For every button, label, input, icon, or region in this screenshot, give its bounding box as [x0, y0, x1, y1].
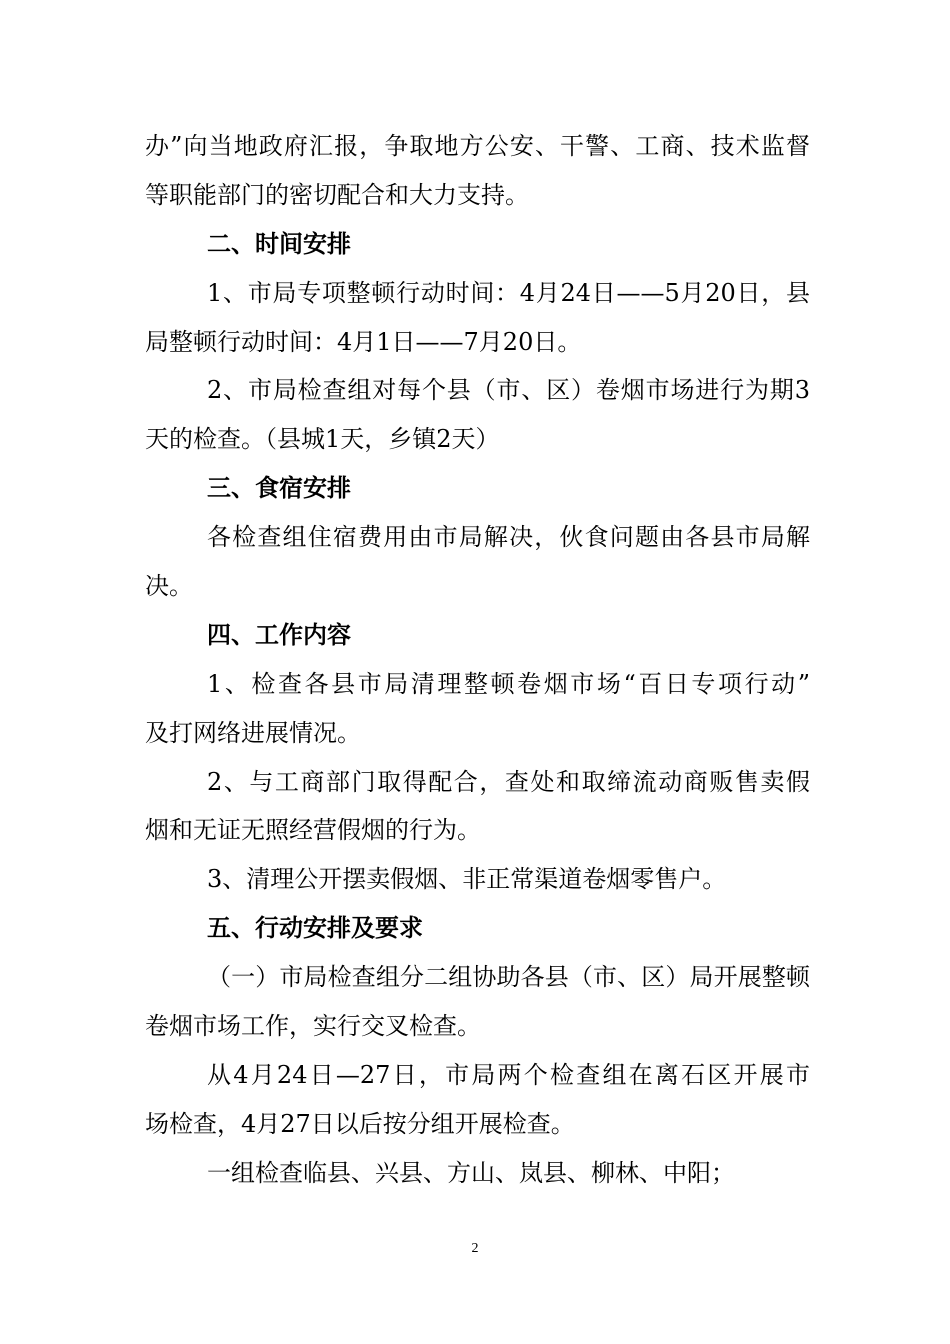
document-body: [145, 122, 810, 1198]
section-heading-action-plan: 五、行动安排及要求: [207, 913, 423, 943]
paragraph-line: （一）市局检查组分二组协助各县（市、区）局开展整顿: [207, 963, 810, 992]
paragraph-line: 决。: [145, 572, 193, 601]
paragraph-line: 场检查，4月27日以后按分组开展检查。: [145, 1109, 575, 1138]
paragraph-line: 从4月24日—27日，市局两个检查组在离石区开展市: [207, 1060, 810, 1089]
paragraph-line: 天的检查。（县城1天，乡镇2天）: [145, 425, 500, 454]
paragraph-line: 各检查组住宿费用由市局解决，伙食问题由各县市局解: [207, 523, 810, 552]
paragraph-line: 等职能部门的密切配合和大力支持。: [145, 180, 529, 209]
paragraph-line: 办”向当地政府汇报，争取地方公安、干警、工商、技术监督: [145, 132, 810, 160]
paragraph-line: 2、与工商部门取得配合，查处和取缔流动商贩售卖假: [207, 767, 810, 796]
page-number: 2: [471, 1241, 479, 1256]
paragraph-line: 局整顿行动时间：4月1日——7月20日。: [145, 327, 582, 356]
paragraph-line: 及打网络进展情况。: [145, 718, 361, 747]
paragraph-line: 卷烟市场工作，实行交叉检查。: [145, 1012, 481, 1041]
paragraph-line: 1、市局专项整顿行动时间：4月24日——5月20日，县: [207, 278, 810, 307]
paragraph-line: 烟和无证无照经营假烟的行为。: [145, 816, 481, 845]
section-heading-time: 二、时间安排: [207, 228, 351, 258]
paragraph-line: 一组检查临县、兴县、方山、岚县、柳林、中阳；: [207, 1158, 735, 1187]
section-heading-work-content: 四、工作内容: [207, 619, 351, 649]
paragraph-line: 2、市局检查组对每个县（市、区）卷烟市场进行为期3: [207, 376, 810, 405]
section-heading-lodging: 三、食宿安排: [207, 473, 351, 503]
paragraph-line: 1、检查各县市局清理整顿卷烟市场“百日专项行动”: [207, 669, 810, 698]
paragraph-line: 3、清理公开摆卖假烟、非正常渠道卷烟零售户。: [207, 865, 727, 894]
